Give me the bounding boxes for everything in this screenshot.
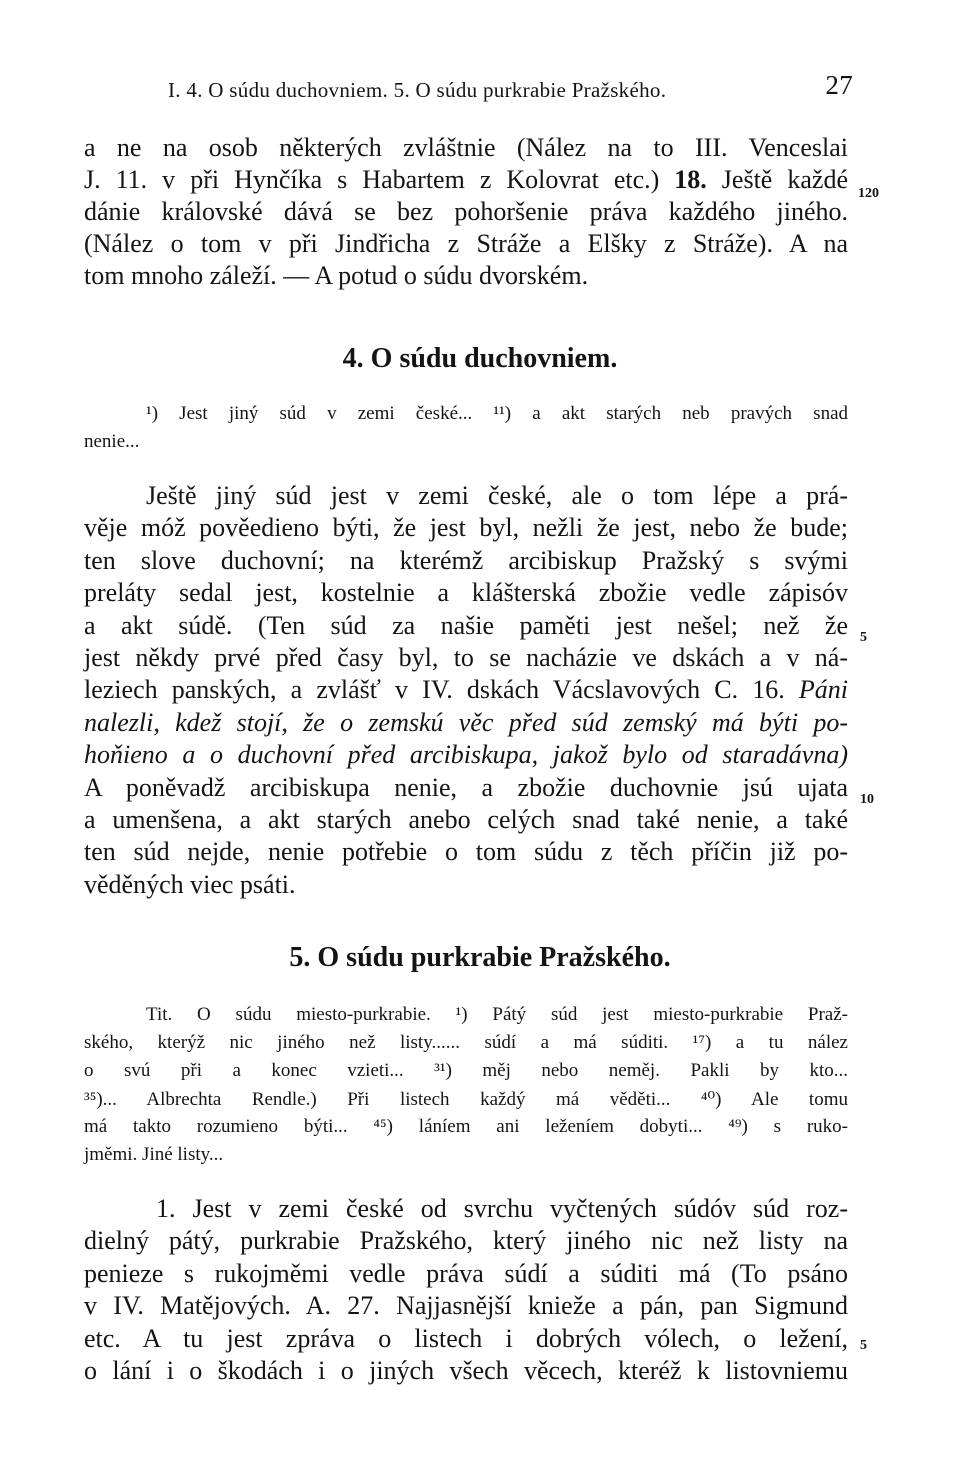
text-line: ten súd nejde, nenie potřebie o tom súdu z těch příčin již po-: [84, 837, 848, 867]
text-line: penieze s rukojměmi vedle práva súdí a súditi má (To psáno: [84, 1258, 848, 1288]
text-line: věje móž pověedieno býti, že jest byl, nežli že jest, nebo že bude;: [84, 513, 848, 543]
variant-line: nenie...: [84, 431, 140, 452]
text-line: v IV. Matějových. A. 27. Najjasnější knieže a pán, pan Sigmund: [84, 1291, 848, 1321]
text-line: nalezli, kdež stojí, že o zemskú věc před súd zemský má býti po-: [84, 707, 848, 737]
variant-line: ského, kterýž nic jiného než listy...... súdí a má súditi. ¹⁷) a tu nález: [84, 1032, 848, 1053]
running-title: I. 4. O súdu duchovniem. 5. O súdu purkrabie Pražského.: [168, 78, 667, 102]
text-line: věděných viec psáti.: [84, 869, 296, 899]
running-header: [168, 68, 853, 108]
text-line: dánie královské dává se bez pohoršenie práva každého jiného.: [84, 197, 848, 226]
text-line: 1. Jest v zemi české od svrchu vyčtených súdóv súd roz-: [156, 1194, 848, 1223]
page-number: 27: [825, 70, 853, 100]
margin-line-number: 5: [860, 1338, 867, 1353]
text-line: (Nález o tom v při Jindřicha z Stráže a Elšky z Stráže). A na: [84, 229, 848, 258]
margin-line-number: 120: [858, 186, 879, 201]
text-line: tom mnoho záleží. — A potud o súdu dvorském.: [84, 261, 589, 290]
text-line: a umenšena, a akt starých anebo celých snad také nenie, a také: [84, 805, 848, 834]
text-line: hoňieno a o duchovní před arcibiskupa, jakož bylo od staradávna): [84, 740, 848, 770]
text-line: J. 11. v při Hynčíka s Habartem z Kolovrat etc.) 18. Ještě každé: [84, 165, 848, 194]
text-line: ten slove duchovní; na kterémž arcibiskup Pražský s svými: [84, 545, 848, 575]
text-line: jest někdy prvé před časy byl, to se nacházie ve dskách a v ná-: [84, 643, 848, 672]
text-line: Ještě jiný súd jest v zemi české, ale o tom lépe a prá-: [146, 481, 848, 510]
variant-line: má takto rozumieno býti... ⁴⁵) láníem ani leženíem dobyti... ⁴⁹) s ruko-: [84, 1116, 848, 1137]
margin-line-number: 5: [860, 630, 867, 645]
text-line: A poněvadž arcibiskupa nenie, a zbožie duchovnie jsú ujata: [84, 772, 848, 802]
text-line: o lání i o škodách i o jiných všech věcech, kteréž k listovniemu: [84, 1356, 848, 1385]
text-line: leziech panských, a zvlášť v IV. dskách Vácslavových C. 16. Páni: [84, 675, 849, 705]
section-heading: 5. O súdu purkrabie Pražského.: [289, 942, 671, 973]
text-line: a akt súdě. (Ten súd za našie paměti jest nešel; než že: [84, 610, 848, 640]
margin-line-number: 10: [860, 792, 874, 807]
section-heading: 4. O súdu duchovniem.: [342, 343, 618, 374]
text-line: etc. A tu jest zpráva o listech i dobrých vólech, o ležení,: [84, 1323, 848, 1353]
variant-line: Tit. O súdu miesto-purkrabie. ¹) Pátý súd jest miesto-purkrabie Praž-: [146, 1004, 848, 1025]
variant-line: jměmi. Jiné listy...: [84, 1144, 224, 1165]
variant-line: ¹) Jest jiný súd v zemi české... ¹¹) a akt starých neb pravých snad: [146, 403, 848, 424]
text-line: a ne na osob některých zvláštnie (Nález na to III. Venceslai: [84, 133, 848, 162]
text-line: dielný pátý, purkrabie Pražského, který jiného nic než listy na: [84, 1226, 848, 1256]
variant-line: o svú při a konec vzieti... ³¹) měj nebo neměj. Pakli by kto...: [84, 1060, 848, 1081]
text-line: preláty sedal jest, kostelnie a klášterská zbožie vedle zápisóv: [84, 578, 848, 608]
variant-line: ³⁵)... Albrechta Rendle.) Při listech každý má věděti... ⁴⁰) Ale tomu: [84, 1089, 848, 1110]
